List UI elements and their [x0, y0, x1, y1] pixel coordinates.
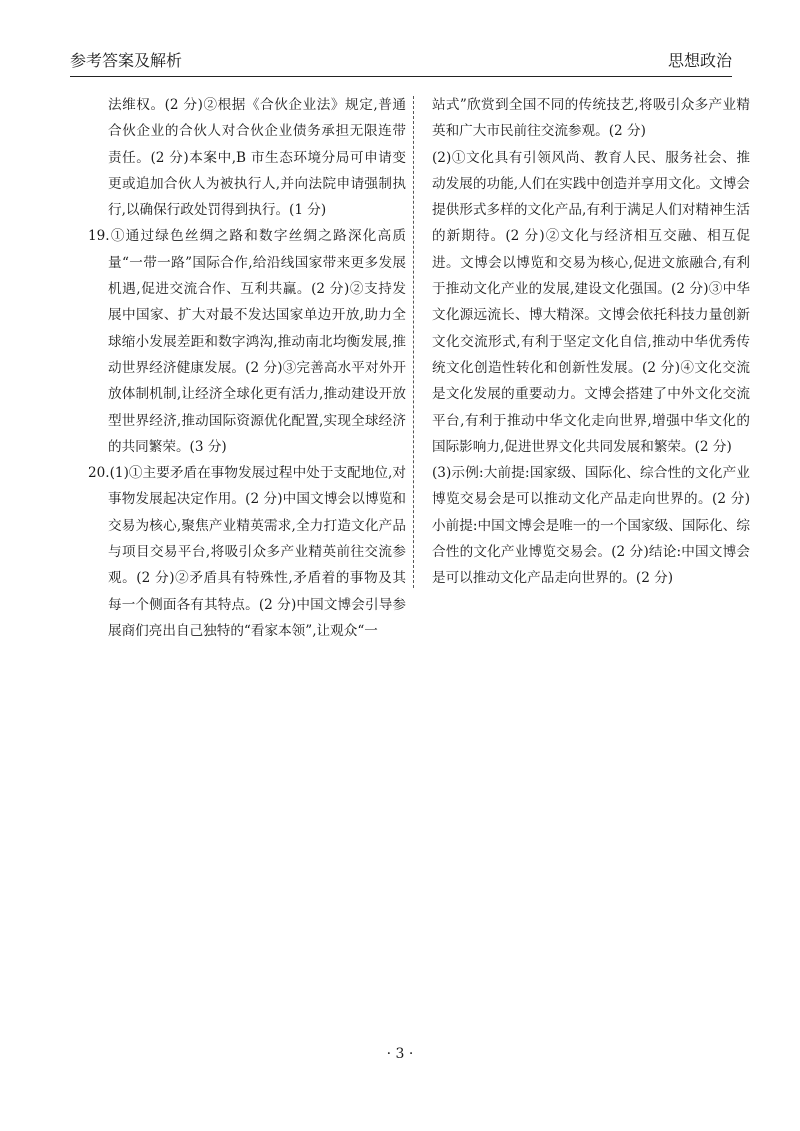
answer-19: 19.①通过绿色丝绸之路和数字丝绸之路深化高质量“一带一路”国际合作,给沿线国家带来更多发展机遇,促进交流合作、互利共赢。(2 分)②支持发展中国家、扩大对最不发达国家单边开放,助力全球缩小发展差距和数字鸿沟,推动南北均衡发展,推动世界经济健康发展。(2 分)③完善高水平对外开放体制机制,让经济全球化更有活力,推动建设开放型世界经济,推动国际资源优化配置,实现全球经济的共同繁荣。(3 分)	[88, 228, 406, 455]
left-column	[88, 92, 406, 644]
header-left-title: 参考答案及解析	[70, 51, 183, 70]
page-header	[70, 46, 732, 72]
page-number: · 3 ·	[386, 1046, 414, 1062]
header-subject-title: 思想政治	[667, 51, 732, 70]
right-column	[432, 92, 750, 592]
answer-20-part-2: (2)①文化具有引领风尚、教育人民、服务社会、推动发展的功能,人们在实践中创造并享用文化。文博会提供形式多样的文化产品,有利于满足人们对精神生活的新期待。(2 分)②文化与经济相互交融、相互促进。文博会以博览和交易为核心,促进文旅融合,有利于推动文化产业的发展,建设文化强国。(2 分)③中华文化源远流长、博大精深。文博会依托科技力量创新文化交流形式,有利于坚定文化自信,推动中华优秀传统文化创造性转化和创新性发展。(2 分)④文化交流是文化发展的重要动力。文博会搭建了中外文化交流平台,有利于推动中华文化走向世界,增强中华文化的国际影响力,促进世界文化共同发展和繁荣。(2 分)	[432, 149, 750, 455]
answer-20-part-1-continuation: 站式”欣赏到全国不同的传统技艺,将吸引众多产业精英和广大市民前往交流参观。(2 分)	[432, 97, 750, 140]
answer-20-part-3: (3)示例:大前提:国家级、国际化、综合性的文化产业博览交易会是可以推动文化产品走向世界的。(2 分)小前提:中国文博会是唯一的一个国家级、国际化、综合性的文化产业博览交易会。(2 分)结论:中国文博会是可以推动文化产品走向世界的。(2 分)	[432, 465, 750, 587]
answer-18-continuation: 法维权。(2 分)②根据《合伙企业法》规定,普通合伙企业的合伙人对合伙企业债务承担无限连带责任。(2 分)本案中,B 市生态环境分局可申请变更或追加合伙人为被执行人,并向法院申请强制执行,以确保行政处罚得到执行。(1 分)	[108, 97, 406, 219]
column-divider	[413, 96, 414, 588]
header-rule	[70, 76, 732, 77]
answer-20-part-1: 20.(1)①主要矛盾在事物发展过程中处于支配地位,对事物发展起决定作用。(2 分)中国文博会以博览和交易为核心,聚焦产业精英需求,全力打造文化产品与项目交易平台,将吸引众多产业精英前往交流参观。(2 分)②矛盾具有特殊性,矛盾着的事物及其每一个侧面各有其特点。(2 分)中国文博会引导参展商们亮出自己独特的“看家本领”,让观众“一	[88, 465, 406, 639]
